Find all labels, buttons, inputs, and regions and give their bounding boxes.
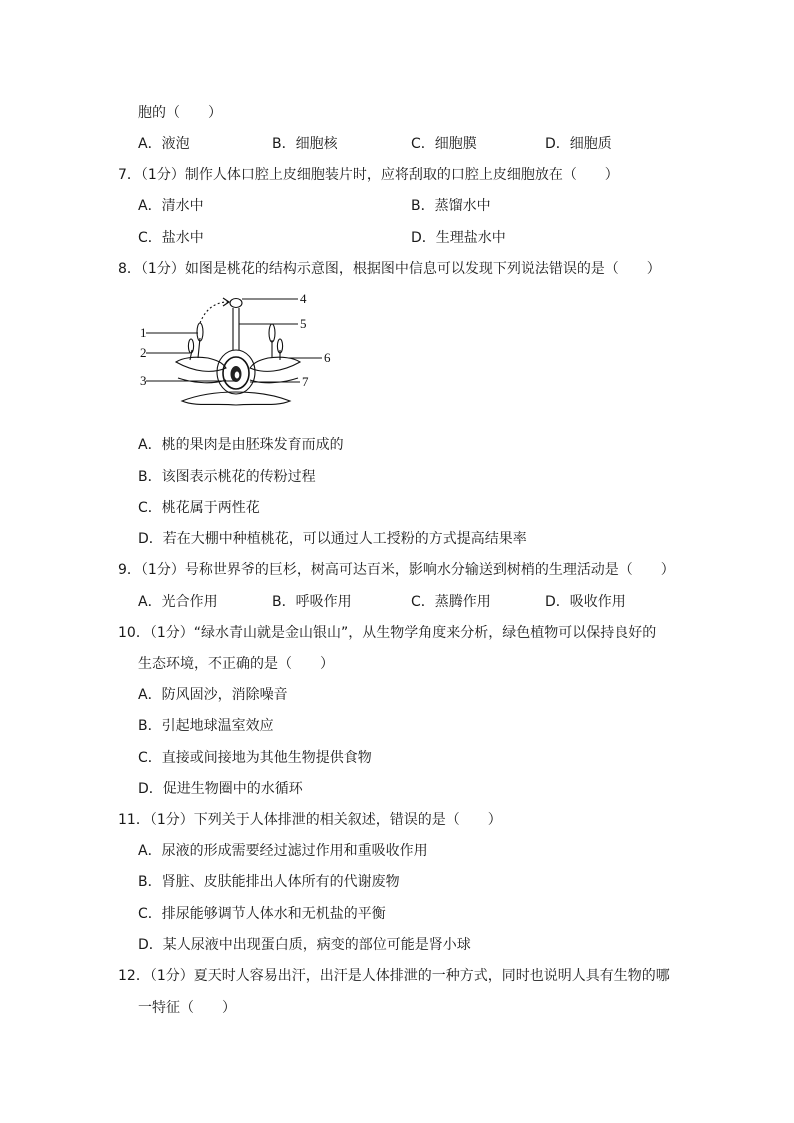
q11-option-d: D．某人尿液中出现蛋白质，病变的部位可能是肾小球 [138,937,471,953]
q6-option-a: A．液泡 [138,136,190,152]
left-stamen-filament-2 [190,350,192,360]
q10-stem-line2: 生态环境，不正确的是（ ） [138,656,334,672]
q6-option-c: C．细胞膜 [411,136,477,152]
q10-stem-line1: 10．（1分）“绿水青山就是金山银山”，从生物学角度来分析，绿色植物可以保持良好的 [118,625,657,641]
q6-stem-tail: 胞的（ ） [138,105,222,121]
q11-option-a: A．尿液的形成需要经过滤过作用和重吸收作用 [138,843,428,859]
figure-label-1: 1 [140,325,147,340]
right-anther-1 [269,324,275,342]
q10-option-b: B．引起地球温室效应 [138,718,274,734]
q10-option-c: C．直接或间接地为其他生物提供食物 [138,750,372,766]
figure-label-3: 3 [140,373,147,388]
q8-option-b: B．该图表示桃花的传粉过程 [138,469,316,485]
q12-stem-line1: 12．（1分）夏天时人容易出汗，出汗是人体排泄的一种方式，同时也说明人具有生物的哪 [118,968,670,984]
q9-option-a: A．光合作用 [138,594,218,610]
q6-option-d: D．细胞质 [545,136,612,152]
q7-option-a: A．清水中 [138,198,204,214]
q8-stem: 8．（1分）如图是桃花的结构示意图，根据图中信息可以发现下列说法错误的是（ ） [118,261,661,277]
stigma [230,299,242,308]
peach-flower-diagram [138,288,338,416]
q10-option-a: A．防风固沙，消除噪音 [138,687,288,703]
left-anther-2 [188,339,193,353]
figure-label-6: 6 [324,350,331,365]
q11-stem: 11．（1分）下列关于人体排泄的相关叙述，错误的是（ ） [118,812,502,828]
q7-option-b: B．蒸馏水中 [411,198,491,214]
q12-stem-line2: 一特征（ ） [138,1000,236,1016]
q8-option-a: A．桃的果肉是由胚珠发育而成的 [138,437,344,453]
figure-label-7: 7 [302,374,309,389]
q11-option-c: C．排尿能够调节人体水和无机盐的平衡 [138,906,386,922]
right-petal [250,357,300,371]
figure-label-5: 5 [300,316,307,331]
q8-option-d: D．若在大棚中种植桃花，可以通过人工授粉的方式提高结果率 [138,531,527,547]
q8-option-c: C．桃花属于两性花 [138,500,260,516]
q7-stem: 7．（1分）制作人体口腔上皮细胞装片时，应将刮取的口腔上皮细胞放在（ ） [118,167,619,183]
q9-stem: 9．（1分）号称世界爷的巨杉，树高可达百米，影响水分输送到树梢的生理活动是（ ） [118,562,675,578]
figure-label-2: 2 [140,345,147,360]
q7-option-d: D．生理盐水中 [411,230,506,246]
q9-option-b: B．呼吸作用 [272,594,352,610]
peach-flower-diagram-svg [138,288,338,416]
q7-option-c: C．盐水中 [138,230,204,246]
ovule-highlight [235,372,240,379]
style [233,308,239,350]
q6-option-b: B．细胞核 [272,136,338,152]
q10-option-d: D．促进生物圈中的水循环 [138,781,303,797]
q11-option-b: B．肾脏、皮肤能排出人体所有的代谢废物 [138,874,400,890]
figure-label-4: 4 [300,291,307,306]
q9-option-c: C．蒸腾作用 [411,594,491,610]
q9-option-d: D．吸收作用 [545,594,626,610]
